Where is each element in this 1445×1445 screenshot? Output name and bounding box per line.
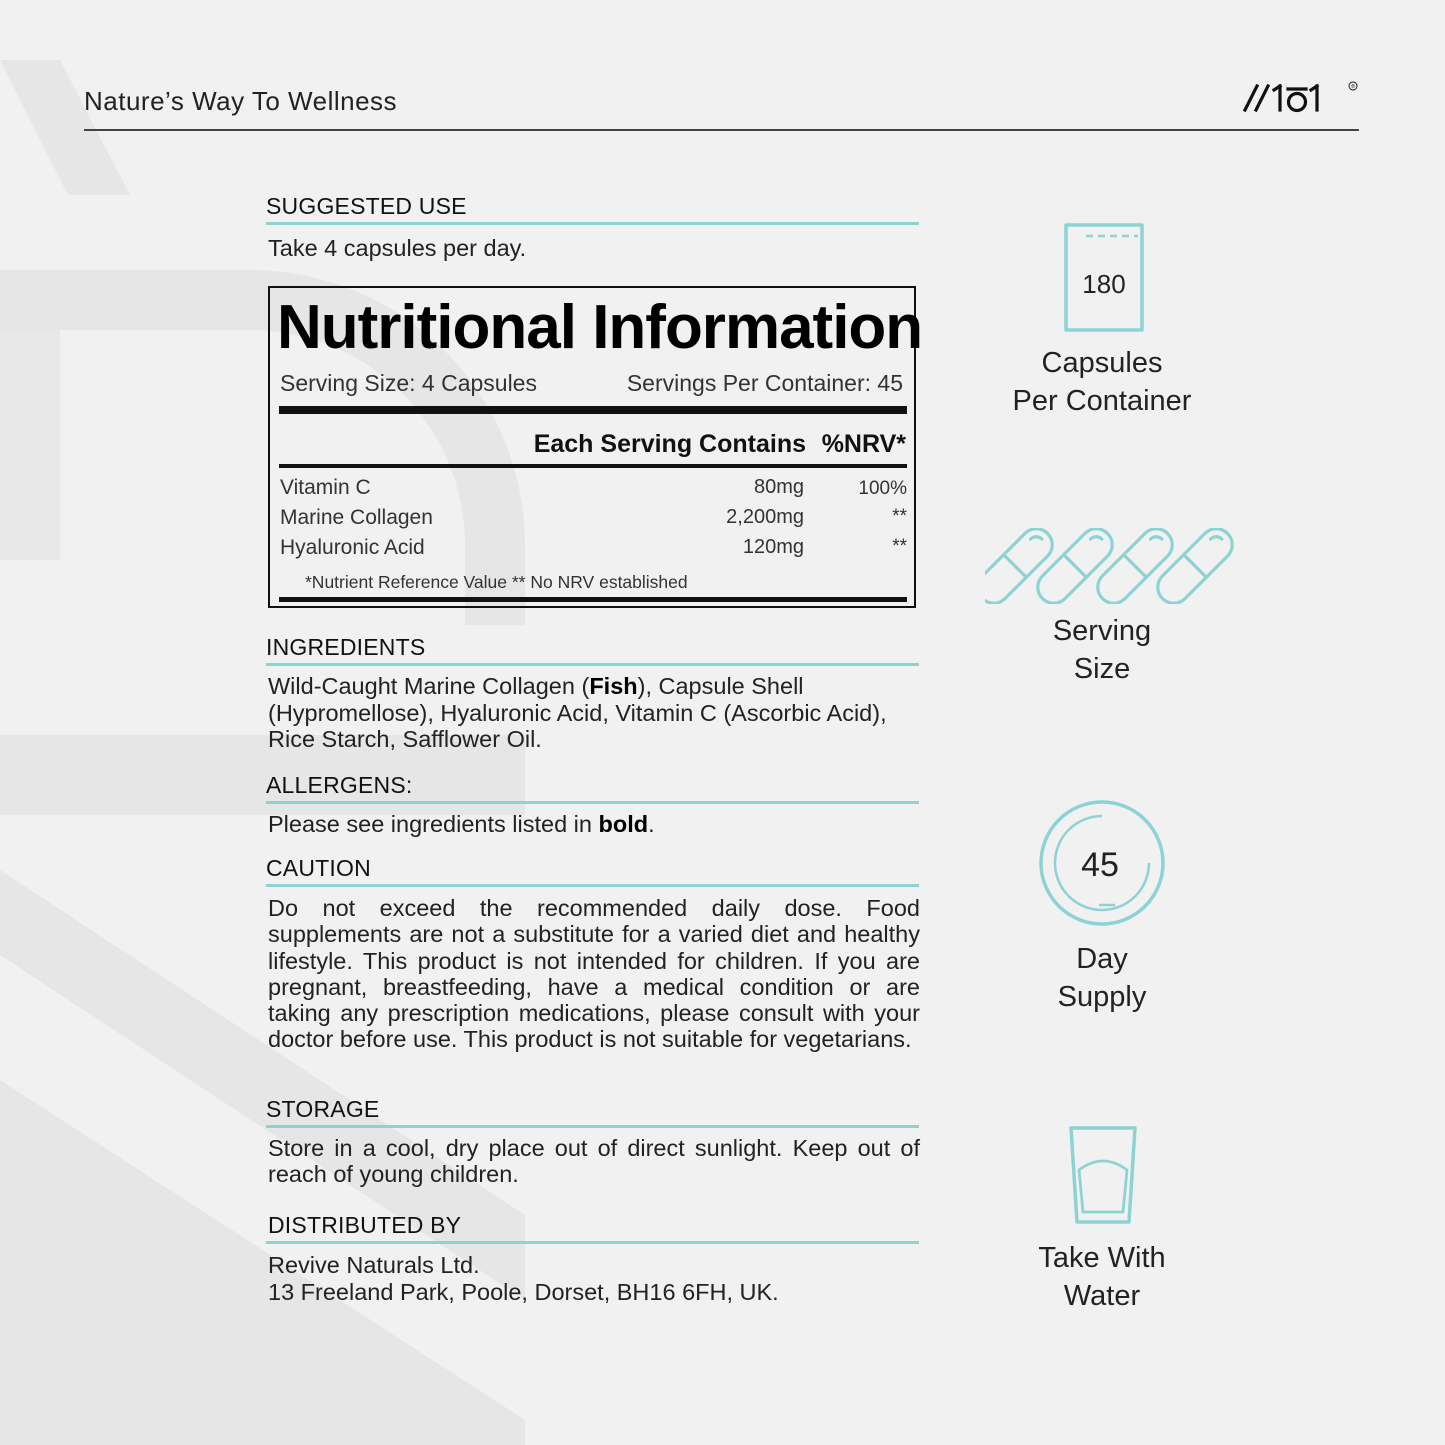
nutrition-divider <box>279 464 907 468</box>
water-glass-icon <box>1067 1124 1139 1226</box>
allergens-title: ALLERGENS: <box>266 772 413 798</box>
ingredients-title: INGREDIENTS <box>266 634 426 660</box>
nutrient-nrv: 100% <box>858 478 907 499</box>
day-count: 45 <box>1081 846 1119 884</box>
feature-label: Capsules Per Container <box>1012 347 1192 417</box>
storage-rule <box>266 1125 919 1128</box>
feature-label: Day Supply <box>1057 943 1147 1013</box>
nutrient-amount: 80mg <box>753 476 804 498</box>
capsules-icon <box>985 528 1235 604</box>
caution-title: CAUTION <box>266 855 371 881</box>
nutrient-name: Hyaluronic Acid <box>280 536 425 559</box>
nutrient-name: Vitamin C <box>280 476 371 499</box>
distributor-address: 13 Freeland Park, Poole, Dorset, BH16 6FH, UK. <box>268 1279 779 1305</box>
serving-size: Serving Size: 4 Capsules <box>280 370 537 396</box>
ingredients-rule <box>266 663 919 666</box>
nutrition-divider-thick <box>279 406 907 414</box>
distributor-name: Revive Naturals Ltd. <box>268 1252 480 1278</box>
caution-text: Do not exceed the recommended daily dose. Food supplements are not a substitute for a varied diet and healthy lifestyle. This product is not intended for children. If you are pregnant, breastfeeding, have a medical condition or are taking any prescription medications, please consult with your doctor before use. This product is not suitable for vegetarians. <box>268 895 920 1053</box>
caution-rule <box>266 884 919 887</box>
nutrient-amount: 2,200mg <box>726 506 804 528</box>
suggested-use-title: SUGGESTED USE <box>266 193 467 219</box>
storage-text: Store in a cool, dry place out of direct sunlight. Keep out of reach of young children. <box>268 1135 920 1188</box>
ingredients-text: Wild-Caught Marine Collagen (Fish), Capsule Shell (Hypromellose), Hyaluronic Acid, Vitamin C (Ascorbic Acid), Rice Starch, Safflower Oil. <box>268 673 887 752</box>
servings-per-container: Servings Per Container: 45 <box>626 370 903 396</box>
pouch-icon <box>1062 222 1146 334</box>
feature-label: Serving Size <box>1052 615 1152 685</box>
registered-mark: ® <box>1350 84 1356 90</box>
suggested-use-text: Take 4 capsules per day. <box>268 235 527 261</box>
each-serving-header: Each Serving Contains <box>533 430 806 458</box>
nutrient-amount: 120mg <box>742 536 804 558</box>
feature-label: Take With Water <box>1038 1242 1166 1312</box>
nrv-header: %NRV* <box>821 430 906 458</box>
nutrient-nrv: ** <box>892 506 907 527</box>
storage-title: STORAGE <box>266 1096 380 1122</box>
nutrient-name: Marine Collagen <box>280 506 433 529</box>
nutrition-panel <box>268 286 923 608</box>
distributed-rule <box>266 1241 919 1244</box>
capsule-count: 180 <box>1082 269 1126 299</box>
nutrient-nrv: ** <box>892 536 907 557</box>
brand-logo <box>1240 80 1360 114</box>
header-divider <box>84 129 1359 131</box>
calendar-circle-icon <box>1037 798 1167 928</box>
allergens-text: Please see ingredients listed in bold. <box>268 811 655 837</box>
nrv-footnote: *Nutrient Reference Value ** No NRV established <box>305 572 688 592</box>
allergens-bold-word: bold <box>598 811 649 837</box>
allergens-rule <box>266 801 919 804</box>
nutrition-bottom-rule <box>279 597 907 602</box>
nutrition-title: Nutritional Information <box>277 293 923 362</box>
suggested-use-rule <box>266 222 919 225</box>
tagline: Nature’s Way To Wellness <box>84 86 398 116</box>
ingredients-bold-allergen: Fish <box>589 673 638 699</box>
distributed-title: DISTRIBUTED BY <box>268 1212 462 1238</box>
